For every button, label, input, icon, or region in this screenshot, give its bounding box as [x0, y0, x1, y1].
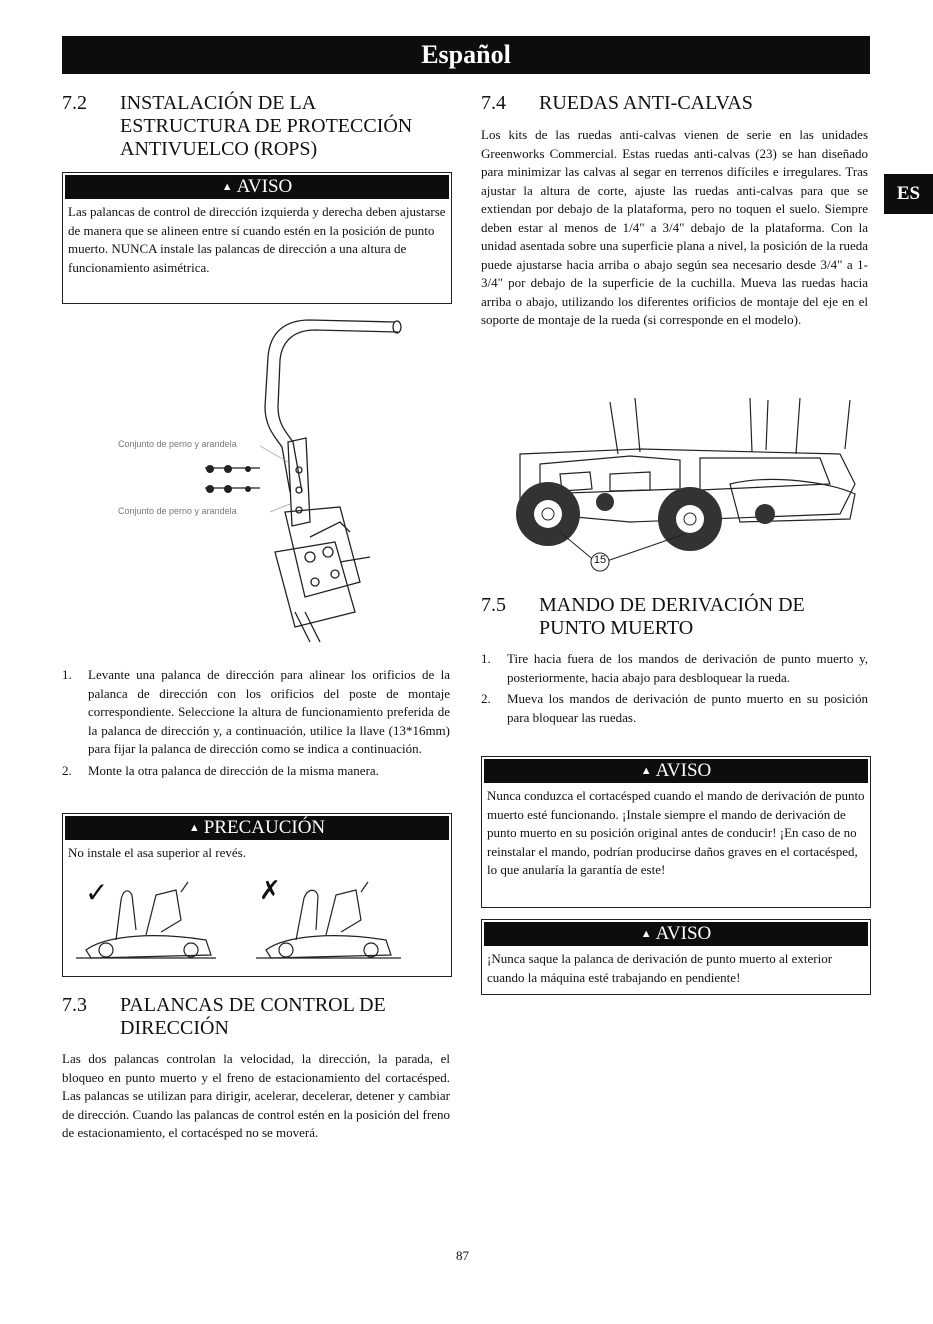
neutral-bypass-steps-list [481, 650, 868, 727]
list-item [62, 762, 450, 781]
correct-checkmark-icon: ✓ [85, 876, 109, 909]
warning-triangle-icon: ▲ [640, 765, 652, 777]
section-number: 7.5 [481, 594, 506, 616]
section-7-3-title [62, 994, 452, 1040]
step-number: 1. [481, 651, 491, 666]
step-text: Monte la otra palanca de dirección de la misma manera. [88, 762, 379, 778]
section-7-2-title [62, 92, 452, 162]
list-item [481, 690, 868, 727]
warning-triangle-icon: ▲ [188, 822, 200, 834]
warning-header [484, 922, 868, 946]
callout-label: 15 [593, 554, 607, 566]
section-number: 7.4 [481, 92, 506, 114]
warning-header [65, 175, 449, 199]
figure-caption-bolt-2: Conjunto de perno y arandela [118, 506, 237, 516]
section-7-4-text: Los kits de las ruedas anti-calvas vienen de serie en las unidades Greenworks Commercial. Estas ruedas anti-calvas (23) se han diseñado para minimizar las calvas al segar en terrenos difíciles e irregulares. Tras ajustar la altura de corte, ajuste las ruedas anti-calvas para que se extiendan por debajo de la plataforma, pero no toquen el suelo. Siempre deben estar al menos de 1/4" a 3/4" debajo de la plataforma. Con la unidad asentada sobre una superficie plana a nivel, la posición de la rueda puede ajustarse hacia arriba o abajo según sea necesario desde 3/4" a 1-3/4" por debajo de la superficie de la cuchilla. Mueva las ruedas hacia arriba o abajo, utilizando los diferentes orificios de montaje del eje en el soporte de montaje de la rueda (si corresponde en el modelo). [481, 127, 868, 327]
caution-text: No instale el asa superior al revés. [68, 845, 246, 860]
anti-scalp-wheel-figure [500, 394, 865, 574]
caution-box [62, 813, 452, 977]
page-number: 87 [456, 1248, 469, 1263]
rops-steps-list [62, 666, 450, 780]
warning-text: ¡Nunca saque la palanca de derivación de punto muerto al exterior cuando la máquina esté trabajando en pendiente! [487, 951, 833, 985]
warning-header [484, 759, 868, 783]
step-number: 1. [62, 667, 72, 682]
section-7-5-title [481, 594, 871, 640]
wrong-x-icon: ✗ [259, 876, 281, 906]
section-number: 7.2 [62, 92, 87, 114]
language-banner: Español [62, 36, 870, 74]
step-number: 2. [62, 762, 72, 778]
caution-header [65, 816, 449, 840]
step-text: Levante una palanca de dirección para alinear los orificios de la palanca de dirección con los orificios del poste de montaje correspondiente. Seleccione la altura de funcionamiento preferida de la palanca de dirección y, a continuación, utilice la llave (13*16mm) para fijar la palanca de dirección como se indica a continuación. [88, 667, 450, 756]
section-number: 7.3 [62, 994, 87, 1016]
warning-box-bypass-1 [481, 756, 871, 908]
rops-install-figure [110, 312, 410, 652]
language-tab: ES [884, 174, 933, 214]
warning-triangle-icon: ▲ [640, 928, 652, 940]
section-7-4-title [481, 92, 871, 116]
warning-label: AVISO [655, 760, 712, 781]
mower-wheel-diagram [500, 394, 865, 574]
caution-label: PRECAUCIÓN [203, 817, 326, 838]
handle-orientation-illustration [66, 870, 446, 970]
steering-lever-diagram [110, 312, 410, 652]
warning-text: Nunca conduzca el cortacésped cuando el mando de derivación de punto muerto esté funcionando. ¡Instale siempre el mando de derivación de punto muerto en su posición original antes de conducir! ¡En caso de no reinstalar el mando, podrían producirse daños graves en el cortacésped, lo que anularía la garantía de este! [487, 788, 865, 877]
list-item [481, 650, 868, 687]
warning-triangle-icon: ▲ [221, 181, 233, 193]
warning-box-rops [62, 172, 452, 304]
warning-label: AVISO [236, 176, 293, 197]
step-text: Tire hacia fuera de los mandos de derivación de punto muerto y, posteriormente, hacia abajo para desbloquear la rueda. [507, 651, 868, 685]
figure-caption-bolt-1: Conjunto de perno y arandela [118, 439, 237, 449]
list-item [62, 666, 450, 759]
warning-label: AVISO [655, 923, 712, 944]
section-heading: MANDO DE DERIVACIÓN DE PUNTO MUERTO [539, 594, 805, 639]
warning-text: Las palancas de control de dirección izquierda y derecha deben ajustarse de manera que se alineen entre sí cuando estén en la posición de punto muerto. NUNCA instale las palancas de dirección a una altura de funcionamiento asimétrica. [68, 204, 446, 275]
section-heading: PALANCAS DE CONTROL DE DIRECCIÓN [120, 994, 386, 1039]
section-heading: INSTALACIÓN DE LA ESTRUCTURA DE PROTECCIÓN ANTIVUELCO (ROPS) [120, 92, 413, 160]
section-heading: RUEDAS ANTI-CALVAS [539, 92, 753, 114]
section-7-3-text: Las dos palancas controlan la velocidad, la dirección, la parada, el bloqueo en punto muerto y el freno de estacionamiento del cortacésped. Las palancas se utilizan para dirigir, acelerar, decelerar, detener y cambiar de dirección. Cuando las palancas de control estén en la posición del freno de estacionamiento, el cortacésped no se moverá. [62, 1051, 450, 1140]
warning-box-bypass-2 [481, 919, 871, 995]
step-number: 2. [481, 691, 491, 706]
step-text: Mueva los mandos de derivación de punto muerto en su posición para bloquear las ruedas. [507, 691, 868, 725]
